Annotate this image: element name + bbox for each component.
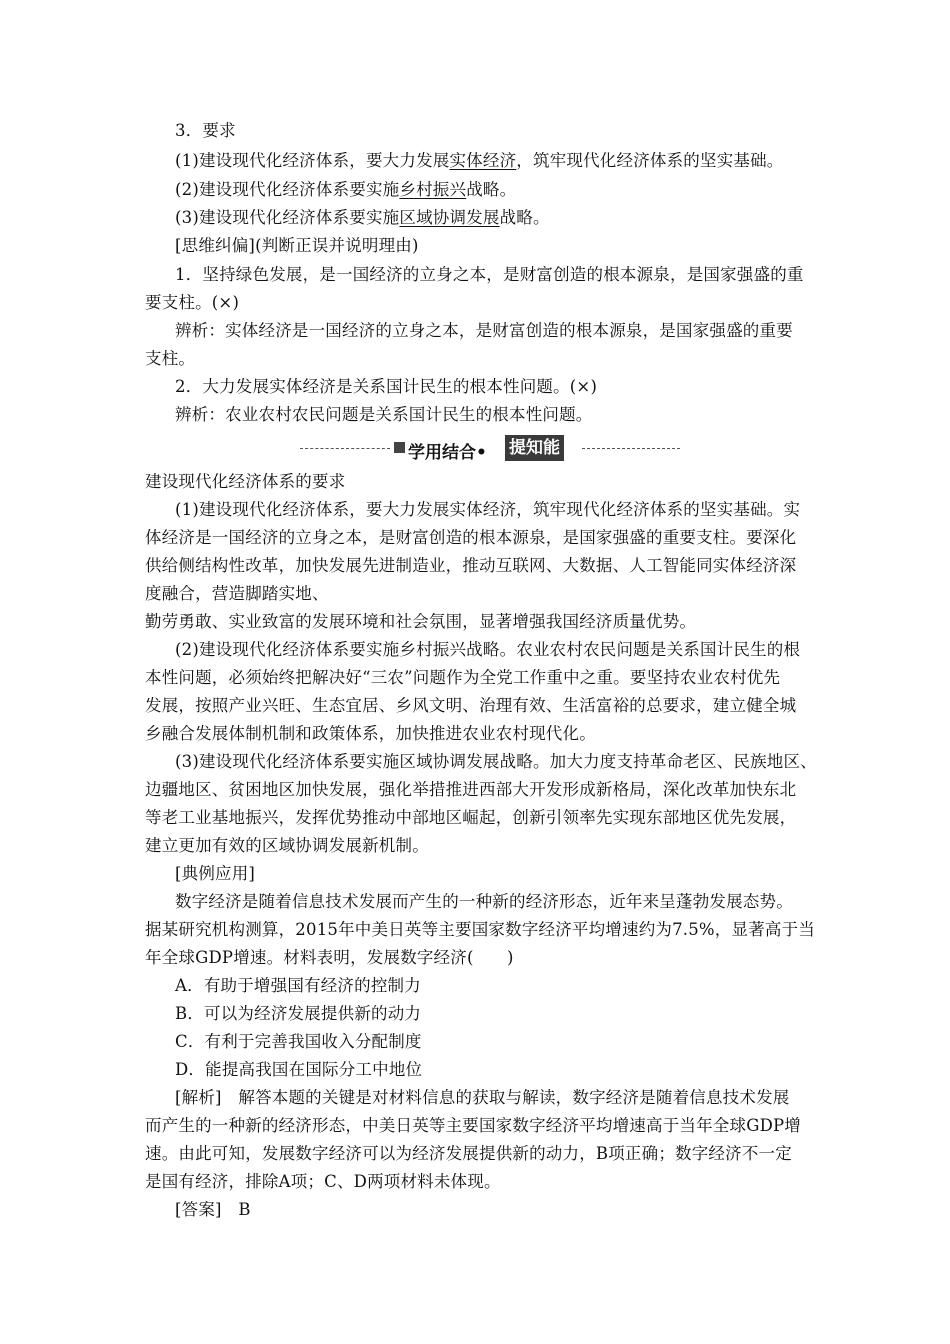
- answer-line: [答案] B: [175, 1200, 251, 1219]
- analysis-1: 辨析：实体经济是一国经济的立身之本，是财富创造的根本源泉，是国家强盛的重要: [175, 321, 793, 340]
- requirements-p2-line: 乡融合发展体制机制和政策体系，加快推进农业农村现代化。: [145, 724, 596, 743]
- option-a: A．有助于增强国有经济的控制力: [175, 976, 421, 995]
- requirements-p2-line: 发展，按照产业兴旺、生态宜居、乡风文明、治理有效、生活富裕的总要求，建立健全城: [145, 696, 797, 715]
- requirements-p3-line: 等老工业基地振兴，发挥优势推动中部地区崛起，创新引领率先实现东部地区优先发展，: [145, 808, 797, 827]
- analysis-2: 辨析：农业农村农民问题是关系国计民生的根本性问题。: [175, 405, 593, 424]
- requirements-heading: 建设现代化经济体系的要求: [145, 472, 346, 491]
- section-banner: [300, 435, 680, 463]
- underlined-term: 乡村振兴: [399, 180, 467, 199]
- underlined-term: 实体经济: [449, 151, 517, 170]
- thinking-heading: [思维纠偏](判断正误并说明理由): [175, 236, 419, 255]
- requirements-p1-line: 勤劳勇敢、实业致富的发展环境和社会氛围，显著增强我国经济质量优势。: [145, 612, 697, 631]
- requirements-p2-line: 本性问题，必须始终把解决好“三农”问题作为全党工作重中之重。要坚持农业农村优先: [145, 668, 781, 687]
- judgement-2: 2．大力发展实体经济是关系国计民生的根本性问题。(×): [175, 377, 598, 396]
- requirements-p1-line: 体经济是一国经济的立身之本，是财富创造的根本源泉，是国家强盛的重要支柱。要深化: [145, 528, 797, 547]
- banner-divider-right: [582, 448, 680, 449]
- requirements-p1-line: 供给侧结构性改革，加快发展先进制造业，推动互联网、大数据、人工智能同实体经济深: [145, 556, 797, 575]
- underlined-term: 区域协调发展: [399, 208, 500, 227]
- judgement-1: 1．坚持绿色发展，是一国经济的立身之本，是财富创造的根本源泉，是国家强盛的重: [175, 265, 804, 284]
- option-d: D．能提高我国在国际分工中地位: [175, 1060, 423, 1079]
- example-question-line: 据某研究机构测算，2015年中美日英等主要国家数字经济平均增速约为7.5%，显著高于当: [145, 920, 816, 939]
- requirement-item-1: (1)建设现代化经济体系，要大力发展实体经济，筑牢现代化经济体系的坚实基础。: [175, 151, 784, 170]
- requirements-p1-line: 度融合，营造脚踏实地、: [145, 584, 329, 603]
- judgement-1-cont: 要支柱。(×): [145, 293, 240, 312]
- analysis-line: [解析] 解答本题的关键是对材料信息的获取与解读，数字经济是随着信息技术发展: [175, 1088, 790, 1107]
- analysis-1-cont: 支柱。: [145, 349, 196, 368]
- requirements-p3-line: 边疆地区、贫困地区加快发展，强化举措推进西部大开发形成新格局，深化改革加快东北: [145, 780, 797, 799]
- banner-boxed-title: 提知能: [505, 435, 564, 461]
- section-heading: 3．要求: [175, 121, 236, 140]
- requirements-p1-line: (1)建设现代化经济体系，要大力发展实体经济，筑牢现代化经济体系的坚实基础。实: [175, 500, 801, 519]
- banner-divider-left: [300, 448, 390, 449]
- option-c: C．有利于完善我国收入分配制度: [175, 1032, 422, 1051]
- requirements-p2-line: (2)建设现代化经济体系要实施乡村振兴战略。农业农村农民问题是关系国计民生的根: [175, 640, 801, 659]
- square-bullet-icon: [394, 442, 405, 453]
- analysis-line: 是国有经济，排除A项；C、D两项材料未体现。: [145, 1172, 501, 1191]
- example-question-line: 数字经济是随着信息技术发展而产生的一种新的经济形态，近年来呈蓬勃发展态势。: [175, 892, 793, 911]
- banner-title: 学用结合•: [408, 443, 487, 463]
- analysis-line: 而产生的一种新的经济形态，中美日英等主要国家数字经济平均增速高于当年全球GDP增: [145, 1116, 802, 1135]
- analysis-line: 速。由此可知，发展数字经济可以为经济发展提供新的动力，B项正确；数字经济不一定: [145, 1144, 792, 1163]
- requirement-item-3: (3)建设现代化经济体系要实施区域协调发展战略。: [175, 208, 550, 227]
- example-question-line: 年全球GDP增速。材料表明，发展数字经济( ): [145, 948, 514, 967]
- requirement-item-2: (2)建设现代化经济体系要实施乡村振兴战略。: [175, 180, 517, 199]
- requirements-p3-line: (3)建设现代化经济体系要实施区域协调发展战略。加大力度支持革命老区、民族地区、: [175, 752, 817, 771]
- option-b: B．可以为经济发展提供新的动力: [175, 1004, 422, 1023]
- example-heading: [典例应用]: [175, 864, 256, 883]
- requirements-p3-line: 建立更加有效的区域协调发展新机制。: [145, 836, 429, 855]
